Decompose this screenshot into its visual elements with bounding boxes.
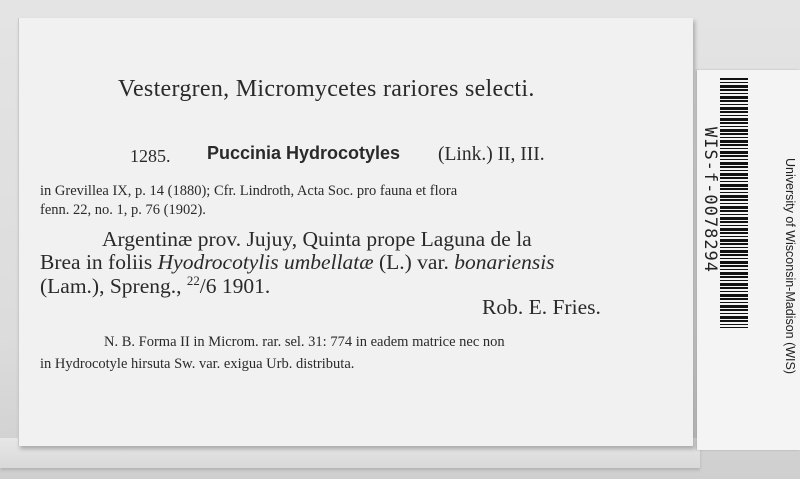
locality-line-1: Argentinæ prov. Jujuy, Quinta prope Laguna de la — [102, 227, 532, 251]
locality-line-3 — [40, 274, 270, 299]
series-title: Vestergren, Micromycetes rariores selecti. — [118, 76, 535, 102]
barcode-graphic — [720, 78, 748, 328]
reference-line-1: in Grevillea IX, p. 14 (1880); Cfr. Lindroth, Acta Soc. pro fauna et flora — [40, 183, 458, 199]
locality-text-c: (Lam.), Spreng., — [40, 274, 187, 299]
species-name: Puccinia Hydrocotyles — [207, 143, 401, 163]
locality-line-2 — [40, 250, 555, 275]
note-line-1: N. B. Forma II in Microm. rar. sel. 31: 774 in eadem matrice nec non — [104, 334, 505, 350]
note-line-2: in Hydrocotyle hirsuta Sw. var. exigua Urb. distributa. — [40, 356, 355, 372]
species-authority: (Link.) II, III. — [438, 144, 545, 165]
locality-text-b: (L.) var. — [373, 250, 455, 274]
date-rest: /6 1901. — [199, 274, 271, 299]
host-name: Hyodrocotylis umbellatæ — [157, 250, 374, 274]
exsiccata-number: 1285. — [130, 146, 171, 166]
host-variety: bonariensis — [454, 250, 555, 274]
date-day: 22 — [186, 274, 200, 288]
collector-name: Rob. E. Fries. — [482, 295, 601, 319]
locality-text-a: Brea in foliis — [40, 250, 158, 274]
reference-line-2: fenn. 22, no. 1, p. 76 (1902). — [40, 202, 206, 218]
